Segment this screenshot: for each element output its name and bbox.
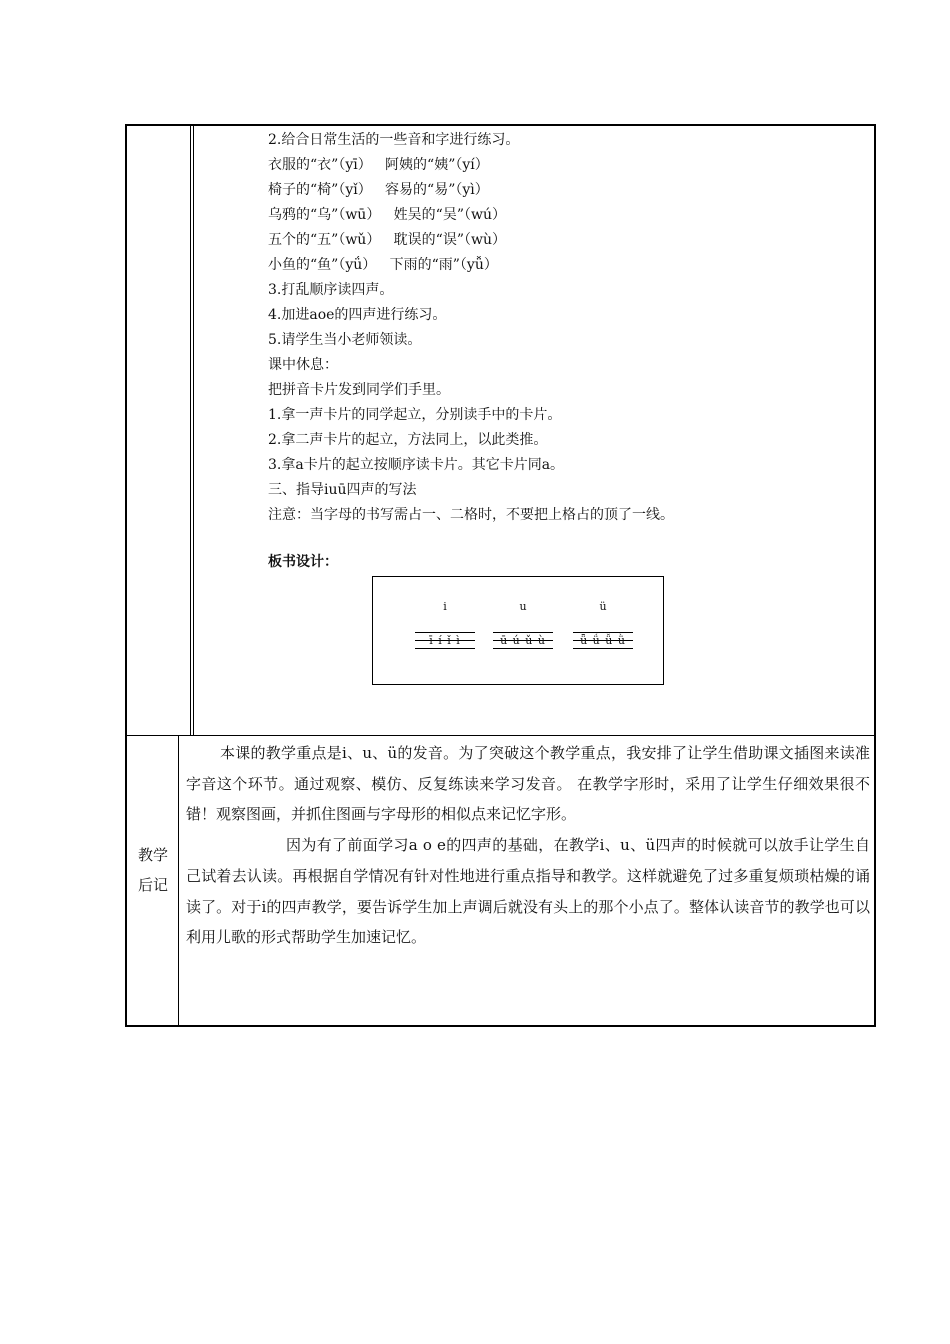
lower-column-divider <box>178 735 179 1027</box>
lesson-line: 4.加进aoe的四声进行练习。 <box>268 307 447 323</box>
upper-column-divider <box>190 124 191 736</box>
lesson-line: 课中休息： <box>268 357 338 373</box>
board-design-box <box>372 576 664 685</box>
lesson-line: 小鱼的“鱼”（yǘ） 下雨的“雨”（yǚ） <box>268 257 498 273</box>
reflection-label-line: 教学 <box>137 846 168 864</box>
reflection-paragraph: 本课的教学重点是i、u、ü的发音。为了突破这个教学重点，我安排了让学生借助课文插图来读准字音这个环节。通过观察、模仿、反复练读来学习发音。 在教学字形时，采用了让学生仔细效果很不错！观察图画，并抓住图画与字母形的相似点来记忆字形。 <box>186 744 870 824</box>
lesson-line: 2.给合日常生活的一些音和字进行练习。 <box>268 132 520 148</box>
reflection-text <box>186 738 870 953</box>
writing-rule <box>415 632 475 633</box>
row-divider <box>125 735 876 736</box>
pinyin-group-i <box>415 599 475 659</box>
upper-column-divider-inner <box>193 124 194 736</box>
pinyin-tones: ǖ ǘ ǚ ǜ <box>580 634 626 647</box>
pinyin-letter: i <box>443 600 447 613</box>
pinyin-tones: ī í ǐ ì <box>429 634 461 647</box>
reflection-label-line: 后记 <box>137 876 168 894</box>
lesson-line: 2.拿二声卡片的起立，方法同上，以此类推。 <box>268 432 548 448</box>
lesson-line: 5.请学生当小老师领读。 <box>268 332 422 348</box>
writing-rule <box>573 632 633 633</box>
pinyin-tones: ū ú ǔ ù <box>500 634 546 647</box>
writing-rule <box>493 632 553 633</box>
lesson-line: 衣服的“衣”（yī） 阿姨的“姨”（yí） <box>268 157 489 173</box>
board-design-heading: 板书设计： <box>268 554 338 570</box>
lesson-line: 3.拿a卡片的起立按顺序读卡片。其它卡片同a。 <box>268 457 565 473</box>
writing-rule <box>415 648 475 649</box>
writing-rule <box>573 648 633 649</box>
lesson-content <box>268 128 868 575</box>
lesson-line: 3.打乱顺序读四声。 <box>268 282 394 298</box>
pinyin-letter: u <box>519 600 527 613</box>
pinyin-letter: ü <box>599 600 607 613</box>
lesson-line: 把拼音卡片发到同学们手里。 <box>268 382 450 398</box>
lesson-line: 椅子的“椅”（yǐ） 容易的“易”（yì） <box>268 182 489 198</box>
lesson-line: 注意：当字母的书写需占一、二格时，不要把上格占的顶了一线。 <box>268 507 674 523</box>
writing-rule <box>493 648 553 649</box>
lesson-line: 三、指导iuū四声的写法 <box>268 482 417 498</box>
pinyin-group-u <box>493 599 553 659</box>
lesson-line: 乌鸦的“乌”（wū） 姓吴的“吴”（wú） <box>268 207 506 223</box>
lesson-line: 1.拿一声卡片的同学起立，分别读手中的卡片。 <box>268 407 562 423</box>
pinyin-group-v <box>573 599 633 659</box>
lesson-line: 五个的“五”（wǔ） 耽误的“误”（wù） <box>268 232 506 248</box>
reflection-paragraph: 因为有了前面学习a o e的四声的基础，在教学i、u、ü四声的时候就可以放手让学生自己试着去认读。再根据自学情况有针对性地进行重点指导和教学。这样就避免了过多重复烦琐枯燥的诵读了。对于i的四声教学，要告诉学生加上声调后就没有头上的那个小点了。整体认读音节的教学也可以利用儿歌的形式帮助学生加速记忆。 <box>186 836 870 947</box>
reflection-label <box>128 840 178 900</box>
